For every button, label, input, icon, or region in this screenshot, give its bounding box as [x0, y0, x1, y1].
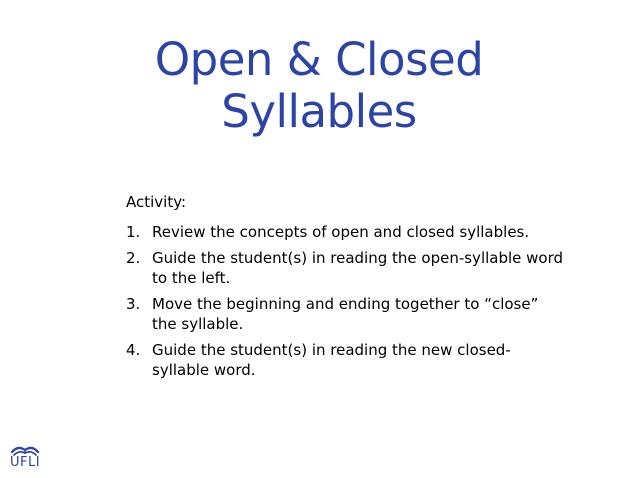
list-item-number: 4.: [126, 341, 141, 359]
list-item-number: 2.: [126, 249, 141, 267]
list-item-text: Guide the student(s) in reading the open-syllable word to the left.: [152, 249, 564, 287]
list-item-number: 3.: [126, 295, 141, 313]
list-item-text: Review the concepts of open and closed syllables.: [152, 223, 530, 241]
list-item-text: Move the beginning and ending together to “close” the syllable.: [152, 295, 539, 333]
logo-wordmark: UFLI: [10, 455, 41, 470]
slide-title: [0, 34, 638, 138]
activity-label: Activity:: [126, 193, 187, 211]
list-item: [126, 294, 566, 334]
list-item: [126, 340, 566, 380]
activity-steps-list: [126, 222, 566, 380]
slide-title-line-2: Syllables: [221, 85, 417, 138]
slide-title-line-1: Open & Closed: [154, 33, 484, 86]
list-item-text: Guide the student(s) in reading the new closed-syllable word.: [152, 341, 511, 379]
open-book-icon: [10, 442, 50, 456]
activity-content: [126, 191, 566, 386]
list-item-number: 1.: [126, 223, 141, 241]
list-item: [126, 248, 566, 288]
list-item: [126, 222, 566, 242]
